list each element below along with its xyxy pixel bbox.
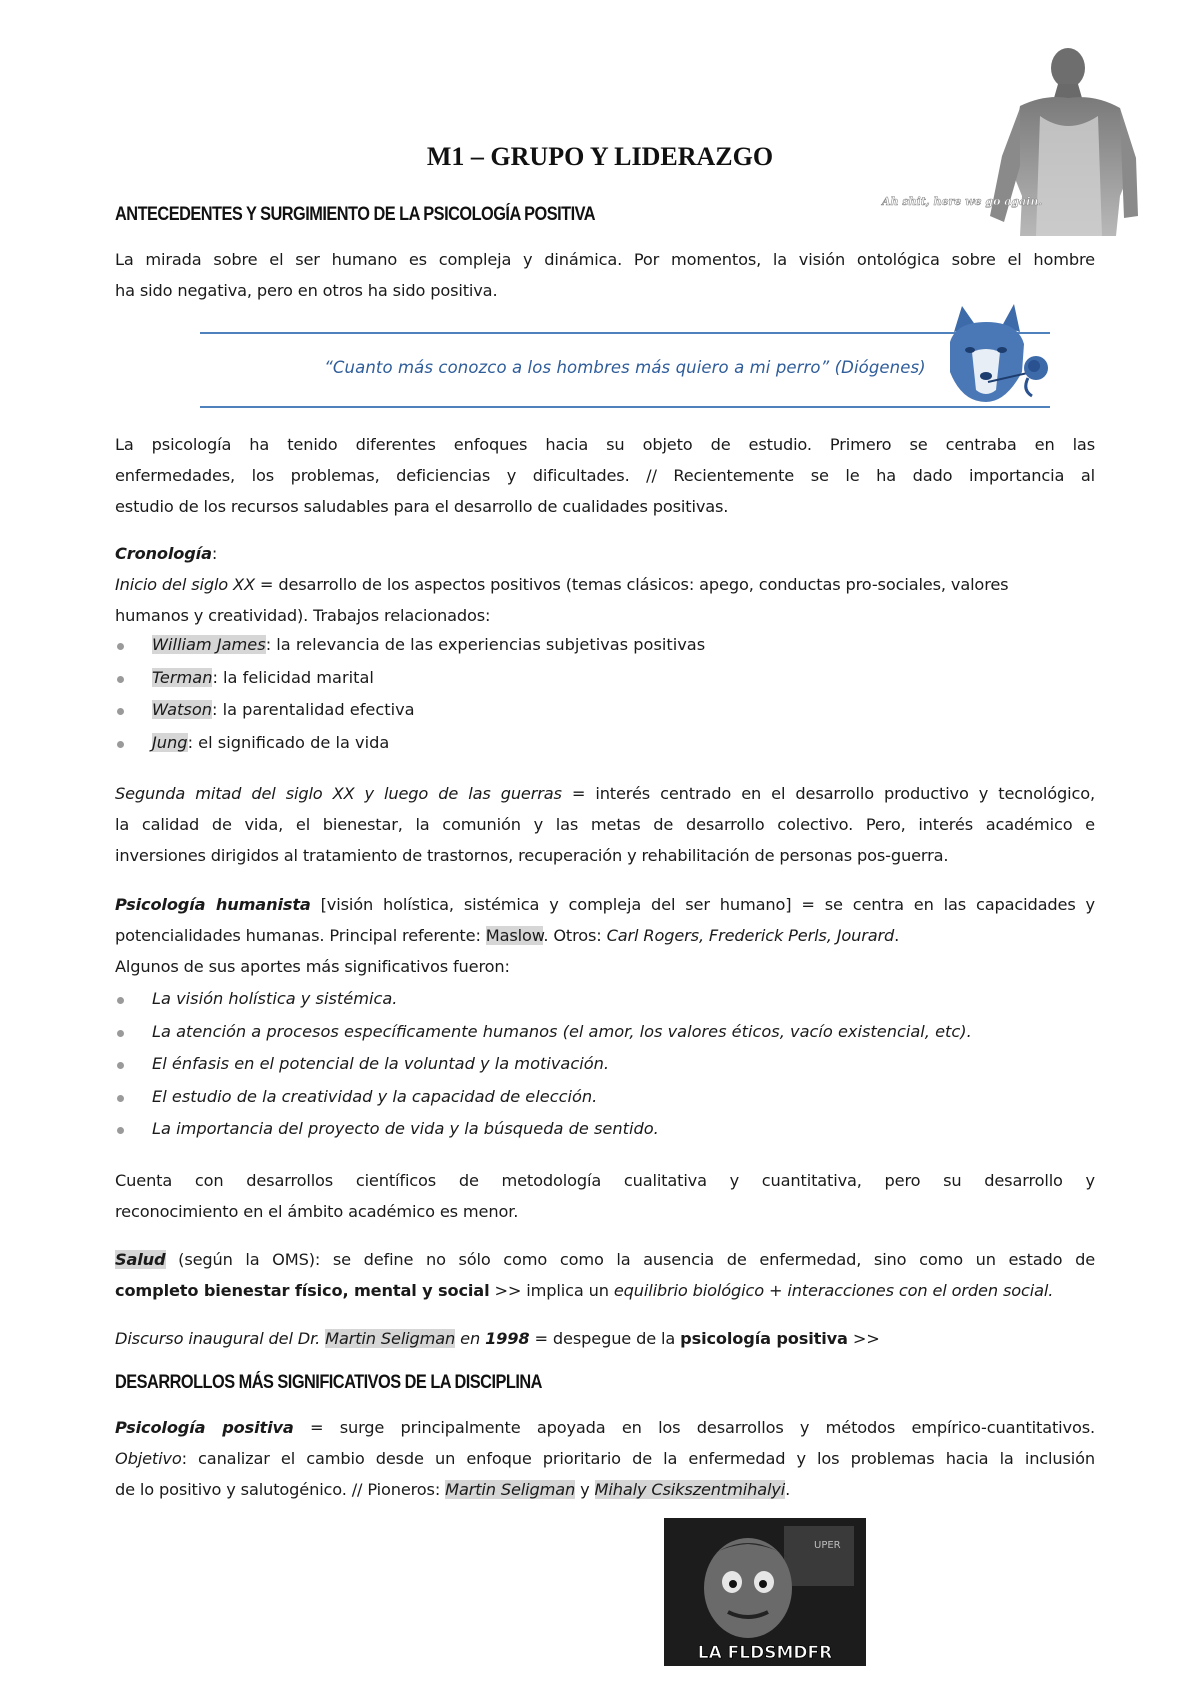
focus-line: La psicología ha tenido diferentes enfoques hacia su objeto de estudio. Primero se centraba en las bbox=[115, 435, 1095, 454]
authors-list bbox=[115, 629, 1095, 759]
seligman-name: Martin Seligman bbox=[325, 1329, 456, 1348]
humanist-text: [visión holística, sistémica y compleja del ser humano] = se centra en las capacidades y bbox=[310, 895, 1095, 914]
cronologia-colon: : bbox=[211, 544, 218, 563]
contribution-text: La importancia del proyecto de vida y la búsqueda de sentido. bbox=[152, 1119, 659, 1138]
humanist-line3: Algunos de sus aportes más significativos fueron: bbox=[115, 957, 510, 976]
discurso-text: >> bbox=[847, 1329, 880, 1348]
early-century-label: Inicio del siglo XX bbox=[115, 575, 255, 594]
cronologia-label: Cronología bbox=[115, 544, 212, 563]
early-century-text: = desarrollo de los aspectos positivos (temas clásicos: apego, conductas pro-sociales, valores bbox=[254, 575, 1009, 594]
salud-label: Salud bbox=[115, 1250, 166, 1269]
focus-line: estudio de los recursos saludables para el desarrollo de cualidades positivas. bbox=[115, 497, 729, 516]
focus-paragraph bbox=[115, 429, 1095, 522]
humanist-text: . Otros: bbox=[543, 926, 607, 945]
humanist-others: Carl Rogers, Frederick Perls, Jourard bbox=[606, 926, 895, 945]
maslow-name: Maslow bbox=[485, 926, 544, 945]
second-half-paragraph bbox=[115, 778, 1095, 871]
contribution-text: La visión holística y sistémica. bbox=[152, 989, 398, 1008]
page-title: M1 – GRUPO Y LIDERAZGO bbox=[426, 142, 774, 171]
bottom-tag: UPER bbox=[814, 1540, 841, 1551]
pioneer-name: Mihaly Csikszentmihalyi bbox=[594, 1480, 786, 1499]
objetivo-text: : canalizar el cambio desde un enfoque prioritario de la enfermedad y los problemas hacia la inclusión bbox=[181, 1449, 1095, 1468]
humanist-text: potencialidades humanas. Principal referente: bbox=[115, 926, 486, 945]
pioneers-text: y bbox=[575, 1480, 595, 1499]
bottom-caption: LA FLDSMDFR bbox=[697, 1643, 833, 1663]
early-century-line2: humanos y creatividad). Trabajos relacionados: bbox=[115, 606, 491, 625]
humanist-text: . bbox=[894, 926, 900, 945]
second-half-line: la calidad de vida, el bienestar, la comunión y las metas de desarrollo colectivo. Pero, interés académico e bbox=[115, 815, 1095, 834]
fldsmdfr-meme-image bbox=[664, 1518, 866, 1666]
man-figure-image bbox=[870, 46, 1140, 236]
pioneers-text: de lo positivo y salutogénico. // Pioneros: bbox=[115, 1480, 446, 1499]
positiva-text: = surge principalmente apoyada en los desarrollos y métodos empírico-cuantitativos. bbox=[293, 1418, 1095, 1437]
focus-line: enfermedades, los problemas, deficiencias y dificultades. // Recientemente se le ha dado importancia al bbox=[115, 466, 1095, 485]
author-name: Jung bbox=[152, 732, 188, 752]
section-heading-desarrollos: DESARROLLOS MÁS SIGNIFICATIVOS DE LA DISCIPLINA bbox=[115, 1372, 542, 1393]
salud-text: >> implica un bbox=[489, 1281, 614, 1300]
second-half-line: inversiones dirigidos al tratamiento de trastornos, recuperación y rehabilitación de personas pos-guerra. bbox=[115, 846, 949, 865]
author-name: Watson bbox=[152, 700, 212, 719]
intro-line: La mirada sobre el ser humano es compleja y dinámica. Por momentos, la visión ontológica sobre el hombre bbox=[115, 250, 1095, 269]
discurso-bold: psicología positiva bbox=[680, 1329, 848, 1348]
list-item bbox=[115, 694, 1095, 727]
discurso-paragraph bbox=[115, 1323, 1095, 1354]
list-item bbox=[115, 1081, 1095, 1114]
salud-italic: equilibrio biológico + interacciones con el orden social. bbox=[613, 1281, 1054, 1300]
husky-rose-image bbox=[936, 302, 1054, 406]
quote-box bbox=[200, 332, 1050, 408]
second-half-label: Segunda mitad del siglo XX y luego de las guerras bbox=[115, 784, 562, 803]
positiva-label: Psicología positiva bbox=[115, 1418, 294, 1437]
discurso-text: en bbox=[455, 1329, 486, 1348]
author-text: : la relevancia de las experiencias subjetivas positivas bbox=[265, 635, 706, 654]
salud-paragraph bbox=[115, 1244, 1095, 1306]
intro-line: ha sido negativa, pero en otros ha sido positiva. bbox=[115, 281, 498, 300]
contribution-text: El énfasis en el potencial de la voluntad y la motivación. bbox=[152, 1054, 610, 1073]
author-text: : el significado de la vida bbox=[187, 732, 390, 752]
discurso-text: = despegue de la bbox=[529, 1329, 681, 1348]
list-item bbox=[115, 1016, 1095, 1049]
methods-line: reconocimiento en el ámbito académico es menor. bbox=[115, 1202, 519, 1221]
pioneers-text: . bbox=[785, 1480, 791, 1499]
top-caption: Ah shit, here we go again. bbox=[882, 195, 1043, 208]
humanist-paragraph bbox=[115, 889, 1095, 982]
contribution-text: El estudio de la creatividad y la capacidad de elección. bbox=[152, 1086, 598, 1106]
objetivo-label: Objetivo bbox=[115, 1449, 182, 1468]
salud-bold: completo bienestar físico, mental y social bbox=[115, 1281, 490, 1300]
list-item bbox=[115, 662, 1095, 695]
list-item bbox=[115, 629, 1095, 662]
salud-text: (según la OMS): se define no sólo como como la ausencia de enfermedad, sino como un estado de bbox=[165, 1250, 1095, 1269]
list-item bbox=[115, 1113, 1095, 1146]
list-item bbox=[115, 727, 1095, 760]
methods-paragraph bbox=[115, 1165, 1095, 1227]
discurso-text: Discurso inaugural del Dr. bbox=[115, 1329, 326, 1348]
intro-paragraph bbox=[115, 244, 1095, 306]
author-text: : la parentalidad efectiva bbox=[211, 700, 415, 719]
pioneer-name: Martin Seligman bbox=[445, 1480, 576, 1499]
contributions-list bbox=[115, 983, 1095, 1146]
list-item bbox=[115, 1048, 1095, 1081]
discurso-year: 1998 bbox=[485, 1329, 530, 1348]
section-heading-antecedentes: ANTECEDENTES Y SURGIMIENTO DE LA PSICOLOGÍA POSITIVA bbox=[115, 204, 596, 225]
positiva-paragraph bbox=[115, 1412, 1095, 1505]
cronologia-paragraph bbox=[115, 538, 1095, 631]
list-item bbox=[115, 983, 1095, 1016]
methods-line: Cuenta con desarrollos científicos de metodología cualitativa y cuantitativa, pero su desarrollo y bbox=[115, 1171, 1095, 1190]
second-half-text: = interés centrado en el desarrollo productivo y tecnológico, bbox=[561, 784, 1095, 803]
contribution-text: La atención a procesos específicamente humanos (el amor, los valores éticos, vacío existencial, etc). bbox=[152, 1021, 972, 1041]
diogenes-quote: “Cuanto más conozco a los hombres más quiero a mi perro” (Diógenes) bbox=[324, 358, 926, 377]
author-name: William James bbox=[152, 635, 266, 654]
author-text: : la felicidad marital bbox=[212, 667, 374, 687]
humanist-label: Psicología humanista bbox=[115, 895, 311, 914]
author-name: Terman bbox=[152, 667, 213, 687]
